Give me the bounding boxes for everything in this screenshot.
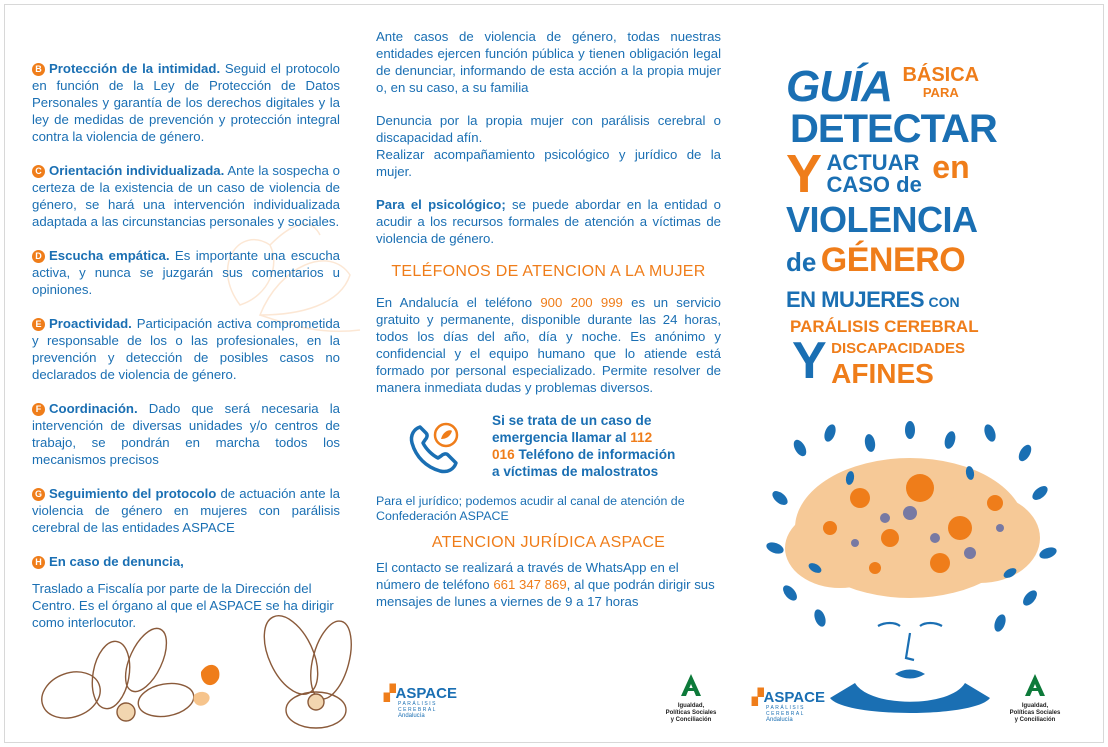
junta-line1: Igualdad,	[677, 703, 705, 709]
title-y2: Y	[792, 332, 827, 390]
junta-logo-right	[1000, 672, 1070, 724]
item-badge: E	[32, 318, 45, 331]
denuncia-text: Traslado a Fiscalía por parte de la Dirección del Centro. Es el órgano al que el ASPACE se ha dirigir como interlocutor.	[32, 581, 334, 630]
title-genero: GÉNERO	[820, 241, 966, 279]
list-item	[32, 553, 340, 570]
acompanamiento-line: Realizar acompañamiento psicológico y jurídico de la mujer.	[376, 147, 721, 179]
item-title: Protección de la intimidad.	[49, 61, 221, 76]
title-violencia: VIOLENCIA	[786, 199, 978, 240]
item-badge: D	[32, 250, 45, 263]
list-item	[32, 60, 340, 145]
item-badge: F	[32, 403, 45, 416]
cover-title	[786, 62, 1036, 390]
title-discapacidades: DISCAPACIDADES	[831, 340, 966, 357]
legal-obligation-text: Ante casos de violencia de género, todas nuestras entidades ejercen función pública y tienen obligación legal de denunciar, informando de esta acción a la propia mujer o, en su caso, a su familia	[376, 29, 721, 95]
juridico-paragraph	[376, 494, 721, 524]
item-text: Participación activa comprometida y responsable de los o las profesionales, en la prevención y detección de posibles casos no declarados de violencia de género.	[32, 316, 340, 382]
title-en-mujeres: EN MUJERES	[786, 287, 925, 312]
title-caso-de: CASO de	[826, 172, 922, 197]
title-con: CON	[928, 294, 960, 310]
phones-heading: TELÉFONOS DE ATENCION A LA MUJER	[391, 263, 706, 280]
psicologico-label: Para el psicológico;	[376, 197, 506, 212]
title-de: de	[786, 247, 817, 277]
emergency-text	[492, 412, 675, 480]
item-title: En caso de denuncia,	[49, 554, 184, 569]
juridico-label: Para el jurídico;	[376, 494, 463, 508]
junta-line3: y Conciliación	[670, 717, 712, 723]
emergency-112[interactable]: 112	[630, 430, 653, 445]
andalucia-text-post: es un servicio gratuito y permanente, disponible durante las 24 horas, todos los días del año, día y noche. Es anónimo y confidencial y el equipo humano que lo atiende está formado por personal especializado. Permite resolver de manera inmediata dudas y problemas diversos.	[376, 295, 722, 395]
aspace-logo-text: ASPACE	[763, 689, 825, 706]
emergency-016[interactable]: 016	[492, 447, 515, 462]
list-item	[32, 162, 340, 230]
aspace-logo-region: Andalucía	[398, 713, 425, 719]
title-afines: AFINES	[831, 358, 934, 389]
title-actuar: ACTUAR	[826, 150, 920, 175]
phone-icon	[406, 417, 464, 475]
list-item	[32, 315, 340, 383]
title-y1: Y	[786, 144, 823, 204]
title-paralisis: PARÁLISIS CEREBRAL	[790, 317, 979, 336]
item-badge: B	[32, 63, 45, 76]
andalucia-text-pre: En Andalucía el teléfono	[376, 295, 541, 310]
item-text: Seguid el protocolo en función de la Ley de Protección de Datos Personales y garantía de los derechos digitales y la ley de medidas de prevención y protección integral contra la violencia de género.	[32, 61, 340, 144]
juridico-text: podemos acudir al canal de atención de Confederación ASPACE	[376, 494, 685, 523]
aspace-logo-right: ▞ASPACE PARÁLISIS CEREBRAL Andalucía	[752, 690, 842, 723]
aspace-logo-middle: ▞ASPACE PARÁLISIS CEREBRAL Andalucía	[384, 686, 474, 719]
junta-logo-middle	[656, 672, 726, 724]
item-title: Coordinación.	[49, 401, 138, 416]
title-para: PARA	[922, 85, 959, 100]
middle-column	[376, 28, 721, 626]
item-title: Seguimiento del protocolo	[49, 486, 217, 501]
title-en: en	[932, 149, 970, 185]
denuncia-line: Denuncia por la propia mujer con parálisis cerebral o discapacidad afín.	[376, 113, 721, 145]
junta-line3: y Conciliación	[1014, 717, 1056, 723]
title-detectar: DETECTAR	[790, 107, 997, 151]
denuncia-paragraph	[376, 112, 721, 180]
title-basica: BÁSICA	[902, 64, 980, 86]
title-guia: GUÍA	[786, 62, 892, 111]
aspace-logo-region: Andalucía	[766, 717, 793, 723]
list-item	[32, 400, 340, 468]
item-badge: C	[32, 165, 45, 178]
item-text: Es importante una escucha activa, y nunca se juzgarán sus comentarios u opiniones.	[32, 248, 340, 297]
emergency-line1: Si se trata de un caso de	[492, 413, 652, 428]
whatsapp-text-pre: El contacto se realizará a través de WhatsApp en el número de teléfono	[376, 560, 679, 592]
item-title: Proactividad.	[49, 316, 132, 331]
aspace-heading: ATENCION JURÍDICA ASPACE	[431, 534, 666, 551]
junta-a-icon	[678, 672, 704, 698]
whatsapp-paragraph	[376, 559, 721, 610]
item-title: Orientación individualizada.	[49, 163, 225, 178]
junta-a-icon	[1022, 672, 1048, 698]
emergency-box	[406, 412, 721, 480]
emergency-line2: emergencia llamar al	[492, 430, 631, 445]
flowers-illustration	[36, 600, 356, 740]
andalucia-phone-paragraph	[376, 294, 721, 396]
psicologico-text: se puede abordar en la entidad o acudir a los recursos formales de atención a víctimas de violencia de género.	[376, 197, 722, 246]
list-item	[32, 485, 340, 536]
item-badge: H	[32, 556, 45, 569]
psicologico-paragraph	[376, 196, 721, 247]
whatsapp-text-post: , al que podrán dirigir sus mensajes de lunes a viernes de 9 a 17 horas	[376, 577, 715, 609]
emergency-line3: Teléfono de información	[514, 447, 676, 462]
left-column	[32, 60, 340, 631]
aspace-logo-text: ASPACE	[395, 685, 457, 702]
aspace-logo-sub: PARÁLISIS CEREBRAL	[766, 705, 805, 717]
aspace-logo-sub: PARÁLISIS CEREBRAL	[398, 701, 437, 713]
junta-line1: Igualdad,	[1021, 703, 1049, 709]
item-text: Dado que será necesaria la intervención de diversas unidades y/o centros de trabajo, se pondrán en marcha todos los mecanismos precisos	[32, 401, 340, 467]
emergency-line4: a víctimas de malostratos	[492, 464, 659, 479]
item-text: Ante la sospecha o certeza de la existencia de un caso de violencia de género, se hará una intervención individualizada adaptada a las circunstancias personales y sociales.	[32, 163, 341, 229]
junta-line2: Políticas Sociales	[1009, 710, 1061, 716]
item-badge: G	[32, 488, 45, 501]
list-item	[32, 247, 340, 298]
andalucia-phone-number[interactable]: 900 200 999	[540, 295, 623, 310]
junta-line2: Políticas Sociales	[665, 710, 717, 716]
item-title: Escucha empática.	[49, 248, 170, 263]
whatsapp-phone-number[interactable]: 661 347 869	[493, 577, 567, 592]
item-text: de actuación ante la violencia de género en mujeres con parálisis cerebral de las entidades ASPACE	[32, 486, 340, 535]
